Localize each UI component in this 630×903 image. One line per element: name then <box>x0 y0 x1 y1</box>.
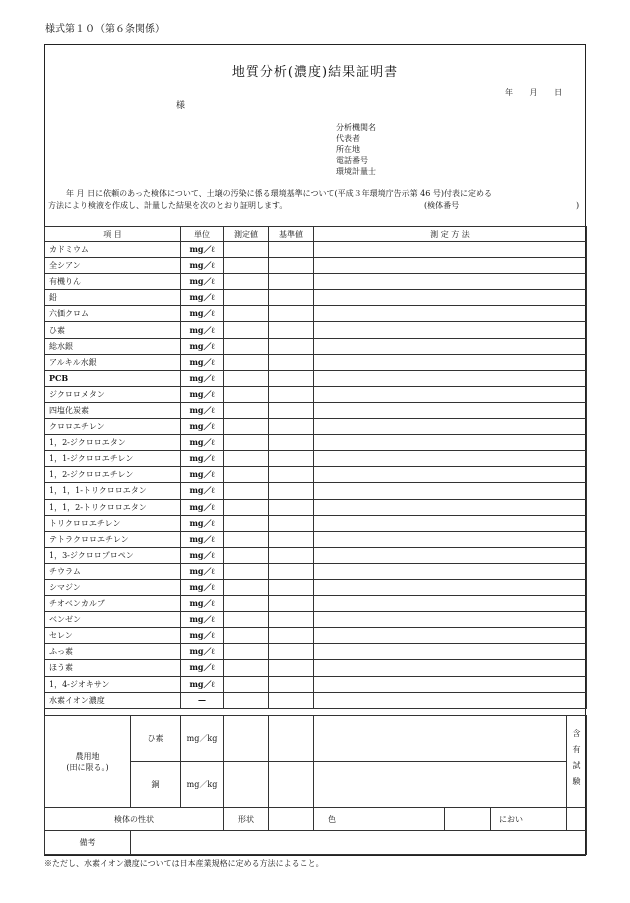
agri-label-line1: 農用地 <box>75 751 100 761</box>
table-row <box>45 676 587 692</box>
item-cell: 1，1，2-トリクロロエタン <box>45 499 181 515</box>
item-cell: カドミウム <box>45 242 181 258</box>
agri-unit: mg／kg <box>181 762 224 808</box>
standard-value-cell[interactable] <box>269 547 314 563</box>
standard-value-cell[interactable] <box>269 531 314 547</box>
method-cell[interactable] <box>314 451 587 467</box>
item-cell: ジクロロメタン <box>45 386 181 402</box>
table-row <box>45 258 587 274</box>
standard-value-cell[interactable] <box>269 515 314 531</box>
unit-cell: mg／ℓ <box>181 596 224 612</box>
method-cell[interactable] <box>314 338 587 354</box>
agri-unit: mg／kg <box>181 716 224 762</box>
measured-value-cell[interactable] <box>224 451 269 467</box>
item-cell: 1，1-ジクロロエチレン <box>45 451 181 467</box>
agri-standard[interactable] <box>269 716 314 762</box>
item-cell: トリクロロエチレン <box>45 515 181 531</box>
method-cell[interactable] <box>314 435 587 451</box>
measured-value-cell[interactable] <box>224 483 269 499</box>
method-cell[interactable] <box>314 467 587 483</box>
org-field-representative: 代表者 <box>336 134 360 143</box>
unit-cell: mg／ℓ <box>181 338 224 354</box>
method-cell[interactable] <box>314 402 587 418</box>
header-item: 項 目 <box>45 227 181 242</box>
standard-value-cell[interactable] <box>269 612 314 628</box>
measured-value-cell[interactable] <box>224 306 269 322</box>
method-cell[interactable] <box>314 644 587 660</box>
standard-value-cell[interactable] <box>269 370 314 386</box>
item-cell: 有機りん <box>45 274 181 290</box>
table-row <box>45 370 587 386</box>
table-row <box>45 290 587 306</box>
unit-cell: mg／ℓ <box>181 579 224 595</box>
results-table <box>44 226 587 709</box>
method-cell[interactable] <box>314 242 587 258</box>
table-row <box>45 435 587 451</box>
measured-value-cell[interactable] <box>224 579 269 595</box>
table-row <box>45 338 587 354</box>
table-row <box>45 322 587 338</box>
item-cell: クロロエチレン <box>45 419 181 435</box>
item-cell: テトラクロロエチレン <box>45 531 181 547</box>
item-cell: 1，3-ジクロロプロペン <box>45 547 181 563</box>
method-cell[interactable] <box>314 274 587 290</box>
remarks-label: 備考 <box>45 831 131 855</box>
method-cell[interactable] <box>314 499 587 515</box>
standard-value-cell[interactable] <box>269 467 314 483</box>
table-row <box>45 354 587 370</box>
agri-standard[interactable] <box>269 762 314 808</box>
unit-cell: mg／ℓ <box>181 306 224 322</box>
table-row <box>45 386 587 402</box>
standard-value-cell[interactable] <box>269 274 314 290</box>
method-cell[interactable] <box>314 419 587 435</box>
measured-value-cell[interactable] <box>224 499 269 515</box>
measured-value-cell[interactable] <box>224 402 269 418</box>
table-row <box>45 451 587 467</box>
measured-value-cell[interactable] <box>224 676 269 692</box>
header-measured: 測定値 <box>224 227 269 242</box>
method-cell[interactable] <box>314 306 587 322</box>
standard-value-cell[interactable] <box>269 386 314 402</box>
method-cell[interactable] <box>314 531 587 547</box>
measured-value-cell[interactable] <box>224 338 269 354</box>
standard-value-cell[interactable] <box>269 499 314 515</box>
measured-value-cell[interactable] <box>224 644 269 660</box>
standard-value-cell[interactable] <box>269 322 314 338</box>
agri-method[interactable] <box>314 716 567 762</box>
agri-method[interactable] <box>314 762 567 808</box>
measured-value-cell[interactable] <box>224 612 269 628</box>
table-row <box>45 499 587 515</box>
table-row <box>45 579 587 595</box>
unit-cell: mg／ℓ <box>181 419 224 435</box>
method-cell[interactable] <box>314 563 587 579</box>
measured-value-cell[interactable] <box>224 547 269 563</box>
unit-cell: mg／ℓ <box>181 370 224 386</box>
item-cell: 1，4-ジオキサン <box>45 676 181 692</box>
standard-value-cell[interactable] <box>269 676 314 692</box>
standard-value-cell[interactable] <box>269 451 314 467</box>
item-cell: 全シアン <box>45 258 181 274</box>
table-row <box>45 612 587 628</box>
method-cell[interactable] <box>314 692 587 708</box>
table-row <box>45 419 587 435</box>
measured-value-cell[interactable] <box>224 322 269 338</box>
unit-cell: mg／ℓ <box>181 499 224 515</box>
method-cell[interactable] <box>314 676 587 692</box>
table-row <box>45 242 587 258</box>
item-cell: 1，2-ジクロロエタン <box>45 435 181 451</box>
measured-value-cell[interactable] <box>224 274 269 290</box>
standard-value-cell[interactable] <box>269 596 314 612</box>
addressee-suffix: 様 <box>176 101 186 111</box>
shape-label: 形状 <box>224 808 269 831</box>
unit-cell: mg／ℓ <box>181 483 224 499</box>
unit-cell: mg／ℓ <box>181 467 224 483</box>
header-method: 測 定 方 法 <box>314 227 587 242</box>
table-row <box>45 692 587 708</box>
item-cell: シマジン <box>45 579 181 595</box>
sample-number-close: ) <box>576 201 580 210</box>
standard-value-cell[interactable] <box>269 242 314 258</box>
item-cell: チウラム <box>45 563 181 579</box>
method-cell[interactable] <box>314 547 587 563</box>
agri-item: 銅 <box>131 762 181 808</box>
table-row <box>45 563 587 579</box>
table-row <box>45 483 587 499</box>
unit-cell: mg／ℓ <box>181 628 224 644</box>
agri-properties-table <box>44 715 587 855</box>
item-cell: 水素イオン濃度 <box>45 692 181 708</box>
unit-cell: mg／ℓ <box>181 547 224 563</box>
method-cell[interactable] <box>314 596 587 612</box>
measured-value-cell[interactable] <box>224 435 269 451</box>
standard-value-cell[interactable] <box>269 692 314 708</box>
item-cell: 1，1，1-トリクロロエタン <box>45 483 181 499</box>
item-cell: ふっ素 <box>45 644 181 660</box>
measured-value-cell[interactable] <box>224 531 269 547</box>
agri-label <box>45 716 131 808</box>
standard-value-cell[interactable] <box>269 660 314 676</box>
table-row <box>45 660 587 676</box>
standard-value-cell[interactable] <box>269 258 314 274</box>
standard-value-cell[interactable] <box>269 628 314 644</box>
standard-value-cell[interactable] <box>269 435 314 451</box>
item-cell: 鉛 <box>45 290 181 306</box>
method-cell[interactable] <box>314 483 587 499</box>
table-row <box>45 596 587 612</box>
shape-value[interactable] <box>269 808 314 831</box>
item-cell: PCB <box>45 370 181 386</box>
standard-value-cell[interactable] <box>269 563 314 579</box>
measured-value-cell[interactable] <box>224 467 269 483</box>
unit-cell: mg／ℓ <box>181 451 224 467</box>
standard-value-cell[interactable] <box>269 290 314 306</box>
unit-cell: mg／ℓ <box>181 676 224 692</box>
table-row <box>45 628 587 644</box>
item-cell: アルキル水銀 <box>45 354 181 370</box>
unit-cell: mg／ℓ <box>181 612 224 628</box>
properties-label: 検体の性状 <box>45 808 224 831</box>
measured-value-cell[interactable] <box>224 692 269 708</box>
unit-cell: mg／ℓ <box>181 322 224 338</box>
agri-item: ひ素 <box>131 716 181 762</box>
unit-cell: mg／ℓ <box>181 386 224 402</box>
remarks-value[interactable] <box>131 831 587 855</box>
footnote: ※ただし、水素イオン濃度については日本産業規格に定める方法によること。 <box>44 859 324 868</box>
measured-value-cell[interactable] <box>224 660 269 676</box>
odor-value[interactable] <box>567 808 587 831</box>
measured-value-cell[interactable] <box>224 515 269 531</box>
item-cell: 総水銀 <box>45 338 181 354</box>
org-field-name: 分析機関名 <box>336 123 376 132</box>
issue-date: 年 月 日 <box>505 88 563 97</box>
standard-value-cell[interactable] <box>269 306 314 322</box>
header-unit: 単位 <box>181 227 224 242</box>
unit-cell: mg／ℓ <box>181 515 224 531</box>
table-row <box>45 306 587 322</box>
measured-value-cell[interactable] <box>224 258 269 274</box>
unit-cell: mg／ℓ <box>181 242 224 258</box>
item-cell: ベンゼン <box>45 612 181 628</box>
unit-cell: mg／ℓ <box>181 274 224 290</box>
item-cell: 四塩化炭素 <box>45 402 181 418</box>
body-text-line1: 年 月 日に依頼のあった検体について、土壌の汚染に係る環境基準について(平成３年環境庁告示第 46 号)付表に定める <box>66 189 493 198</box>
table-row <box>45 402 587 418</box>
table-row <box>45 531 587 547</box>
form-id: 様式第１０（第６条関係） <box>45 24 165 35</box>
measured-value-cell[interactable] <box>224 354 269 370</box>
standard-value-cell[interactable] <box>269 644 314 660</box>
item-cell: セレン <box>45 628 181 644</box>
item-cell: ほう素 <box>45 660 181 676</box>
measured-value-cell[interactable] <box>224 370 269 386</box>
org-field-measurer: 環境計量士 <box>336 167 376 176</box>
measured-value-cell[interactable] <box>224 628 269 644</box>
unit-cell: — <box>181 692 224 708</box>
content-test-text: 含有試験 <box>572 728 582 793</box>
unit-cell: mg／ℓ <box>181 531 224 547</box>
measured-value-cell[interactable] <box>224 596 269 612</box>
content-test-label <box>567 716 587 808</box>
org-field-address: 所在地 <box>336 145 360 154</box>
unit-cell: mg／ℓ <box>181 563 224 579</box>
header-standard: 基準値 <box>269 227 314 242</box>
unit-cell: mg／ℓ <box>181 660 224 676</box>
method-cell[interactable] <box>314 322 587 338</box>
standard-value-cell[interactable] <box>269 483 314 499</box>
method-cell[interactable] <box>314 612 587 628</box>
method-cell[interactable] <box>314 660 587 676</box>
item-cell: 1，2-ジクロロエチレン <box>45 467 181 483</box>
standard-value-cell[interactable] <box>269 354 314 370</box>
table-row <box>45 467 587 483</box>
unit-cell: mg／ℓ <box>181 290 224 306</box>
table-row <box>45 274 587 290</box>
sample-number-label: (検体番号 <box>424 201 460 210</box>
method-cell[interactable] <box>314 628 587 644</box>
odor-label: におい <box>491 808 567 831</box>
item-cell: ひ素 <box>45 322 181 338</box>
method-cell[interactable] <box>314 386 587 402</box>
standard-value-cell[interactable] <box>269 579 314 595</box>
method-cell[interactable] <box>314 258 587 274</box>
method-cell[interactable] <box>314 370 587 386</box>
table-row <box>45 547 587 563</box>
agri-measured[interactable] <box>224 762 269 808</box>
agri-measured[interactable] <box>224 716 269 762</box>
measured-value-cell[interactable] <box>224 563 269 579</box>
color-label: 色 <box>314 808 445 831</box>
table-row <box>45 515 587 531</box>
page-title: 地質分析(濃度)結果証明書 <box>231 65 399 80</box>
org-field-phone: 電話番号 <box>336 156 368 165</box>
item-cell: チオベンカルブ <box>45 596 181 612</box>
unit-cell: mg／ℓ <box>181 644 224 660</box>
table-header-row <box>45 227 587 242</box>
method-cell[interactable] <box>314 354 587 370</box>
standard-value-cell[interactable] <box>269 402 314 418</box>
measured-value-cell[interactable] <box>224 386 269 402</box>
unit-cell: mg／ℓ <box>181 258 224 274</box>
item-cell: 六価クロム <box>45 306 181 322</box>
table-row <box>45 644 587 660</box>
measured-value-cell[interactable] <box>224 290 269 306</box>
unit-cell: mg／ℓ <box>181 435 224 451</box>
agri-label-line2: (田に限る。) <box>66 762 109 772</box>
method-cell[interactable] <box>314 579 587 595</box>
unit-cell: mg／ℓ <box>181 402 224 418</box>
standard-value-cell[interactable] <box>269 419 314 435</box>
standard-value-cell[interactable] <box>269 338 314 354</box>
method-cell[interactable] <box>314 515 587 531</box>
method-cell[interactable] <box>314 290 587 306</box>
unit-cell: mg／ℓ <box>181 354 224 370</box>
measured-value-cell[interactable] <box>224 242 269 258</box>
color-value[interactable] <box>445 808 491 831</box>
body-text-line2: 方法により検液を作成し、計量した結果を次のとおり証明します。 <box>48 201 288 210</box>
measured-value-cell[interactable] <box>224 419 269 435</box>
